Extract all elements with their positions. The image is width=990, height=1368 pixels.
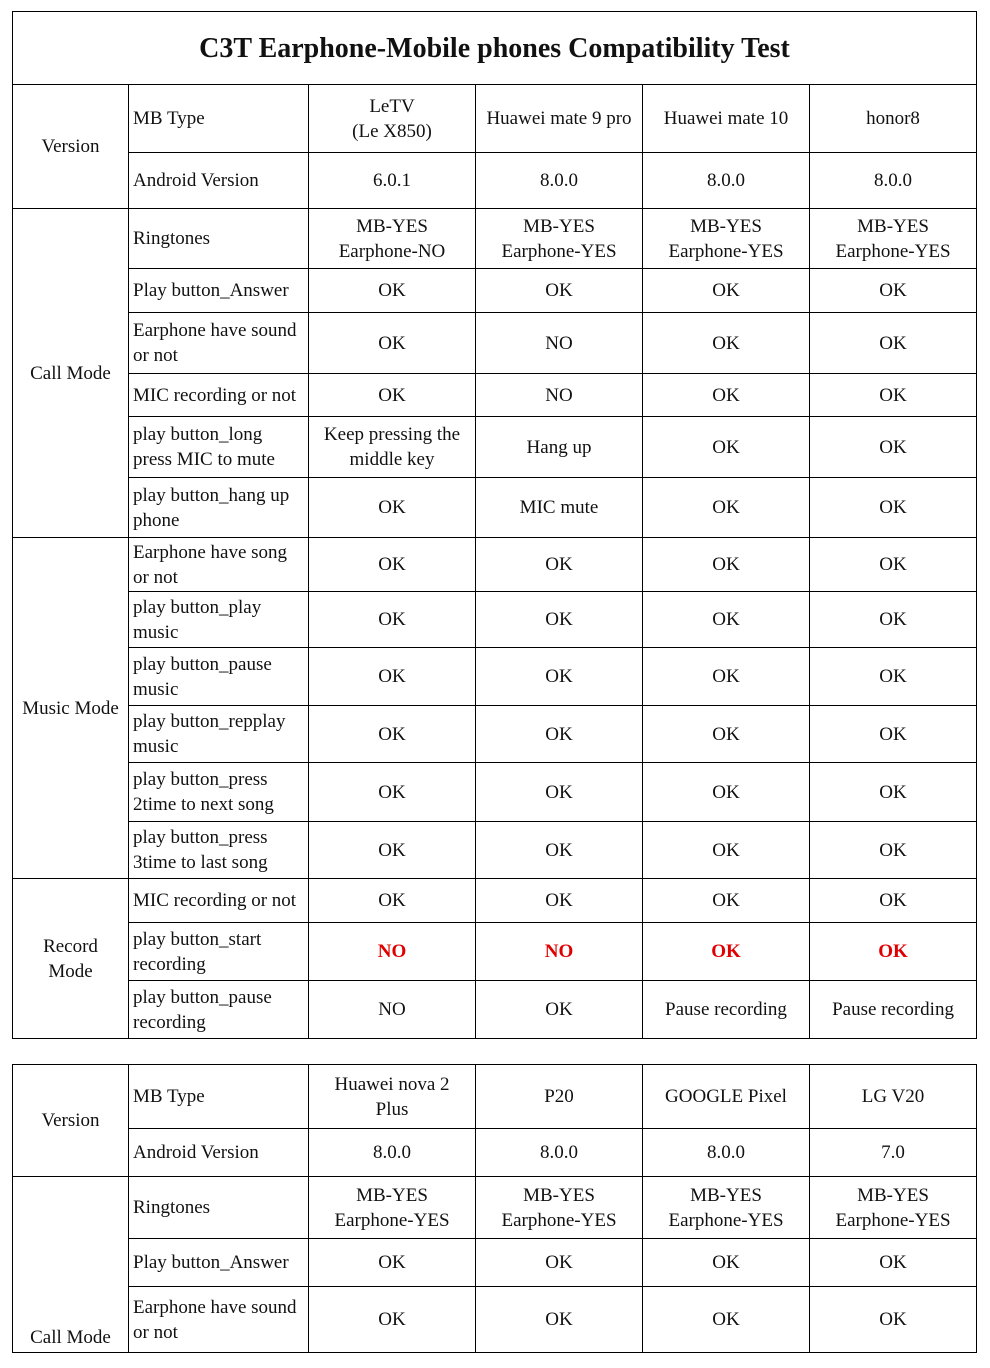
test-result: MB-YES Earphone-YES <box>643 1177 810 1239</box>
test-result: OK <box>476 1239 643 1287</box>
test-result: OK <box>309 763 476 822</box>
test-result: OK <box>643 1287 810 1353</box>
test-result: OK <box>643 313 810 374</box>
test-result: OK <box>810 269 977 313</box>
test-label: play button_pause recording <box>129 981 309 1039</box>
test-result: OK <box>476 981 643 1039</box>
test-result: OK <box>810 374 977 417</box>
test-result: OK <box>810 879 977 923</box>
test-label: MIC recording or not <box>129 879 309 923</box>
test-result: MB-YES Earphone-YES <box>309 1177 476 1239</box>
test-result: OK <box>643 648 810 706</box>
phone-header: Huawei nova 2 Plus <box>309 1065 476 1129</box>
phone-header: Huawei mate 9 pro <box>476 85 643 153</box>
test-result: MB-YES Earphone-YES <box>810 209 977 269</box>
test-result: OK <box>810 822 977 879</box>
phone-header: LG V20 <box>810 1065 977 1129</box>
phone-header: GOOGLE Pixel <box>643 1065 810 1129</box>
test-result: NO <box>476 374 643 417</box>
test-label: play button_long press MIC to mute <box>129 417 309 478</box>
test-result: OK <box>309 822 476 879</box>
test-result: OK <box>643 417 810 478</box>
test-result: NO <box>476 313 643 374</box>
compatibility-table-1 <box>12 11 977 1039</box>
test-result: OK <box>643 706 810 763</box>
test-result: OK <box>810 1287 977 1353</box>
record-mode-label: Record Mode <box>13 879 129 1039</box>
test-result: OK <box>810 417 977 478</box>
test-result: OK <box>309 648 476 706</box>
test-result: NO <box>309 981 476 1039</box>
mb-type-label: MB Type <box>129 85 309 153</box>
test-result: OK <box>643 879 810 923</box>
test-result: OK <box>476 538 643 592</box>
test-result: OK <box>810 1239 977 1287</box>
android-version-value: 6.0.1 <box>309 153 476 209</box>
android-version-value: 7.0 <box>810 1129 977 1177</box>
test-result: OK <box>643 822 810 879</box>
call-mode-label: Call Mode <box>13 209 129 538</box>
test-label: play button_press 3time to last song <box>129 822 309 879</box>
mb-type-label: MB Type <box>129 1065 309 1129</box>
test-result: OK <box>476 1287 643 1353</box>
test-result: MB-YES Earphone-NO <box>309 209 476 269</box>
test-result: Pause recording <box>810 981 977 1039</box>
test-result: MB-YES Earphone-YES <box>476 1177 643 1239</box>
phone-header: Huawei mate 10 <box>643 85 810 153</box>
test-label: play button_repplay music <box>129 706 309 763</box>
test-result: MB-YES Earphone-YES <box>476 209 643 269</box>
test-result: OK <box>476 269 643 313</box>
android-version-value: 8.0.0 <box>476 153 643 209</box>
android-version-label: Android Version <box>129 153 309 209</box>
test-result: OK <box>810 763 977 822</box>
android-version-value: 8.0.0 <box>309 1129 476 1177</box>
test-result: OK <box>810 538 977 592</box>
page-title: C3T Earphone-Mobile phones Compatibility Test <box>13 12 977 85</box>
test-result: OK <box>810 648 977 706</box>
test-result: OK <box>476 822 643 879</box>
test-result: OK <box>309 706 476 763</box>
test-result: OK <box>476 763 643 822</box>
test-result: MB-YES Earphone-YES <box>643 209 810 269</box>
test-result: OK <box>476 592 643 648</box>
version-label: Version <box>13 85 129 209</box>
test-result: MIC mute <box>476 478 643 538</box>
test-result: Hang up <box>476 417 643 478</box>
test-result: Pause recording <box>643 981 810 1039</box>
version-label: Version <box>13 1065 129 1177</box>
test-label: Play button_Answer <box>129 1239 309 1287</box>
test-result: OK <box>309 1287 476 1353</box>
test-result-highlighted: OK <box>643 923 810 981</box>
test-result-highlighted: OK <box>810 923 977 981</box>
test-result: OK <box>643 374 810 417</box>
test-result: OK <box>476 706 643 763</box>
test-label: Play button_Answer <box>129 269 309 313</box>
test-label: play button_pause music <box>129 648 309 706</box>
test-label: play button_press 2time to next song <box>129 763 309 822</box>
test-result: OK <box>810 313 977 374</box>
test-result: MB-YES Earphone-YES <box>810 1177 977 1239</box>
test-result: OK <box>309 313 476 374</box>
test-label: play button_start recording <box>129 923 309 981</box>
test-result: OK <box>476 648 643 706</box>
android-version-value: 8.0.0 <box>810 153 977 209</box>
test-result: OK <box>643 478 810 538</box>
test-label: Earphone have sound or not <box>129 1287 309 1353</box>
android-version-value: 8.0.0 <box>643 1129 810 1177</box>
test-result: OK <box>643 763 810 822</box>
android-version-value: 8.0.0 <box>643 153 810 209</box>
test-result: OK <box>476 879 643 923</box>
test-result: OK <box>643 592 810 648</box>
compatibility-table-2 <box>12 1064 977 1353</box>
test-result: OK <box>309 879 476 923</box>
test-label: Ringtones <box>129 209 309 269</box>
test-label: play button_play music <box>129 592 309 648</box>
test-result: OK <box>309 269 476 313</box>
test-result-highlighted: NO <box>476 923 643 981</box>
test-result: OK <box>309 478 476 538</box>
test-result: OK <box>810 478 977 538</box>
android-version-value: 8.0.0 <box>476 1129 643 1177</box>
android-version-label: Android Version <box>129 1129 309 1177</box>
test-label: Earphone have sound or not <box>129 313 309 374</box>
test-result: OK <box>309 374 476 417</box>
test-label: play button_hang up phone <box>129 478 309 538</box>
test-result: OK <box>309 538 476 592</box>
test-label: Ringtones <box>129 1177 309 1239</box>
test-result: OK <box>810 706 977 763</box>
test-result: OK <box>643 269 810 313</box>
test-label: MIC recording or not <box>129 374 309 417</box>
test-result: Keep pressing the middle key <box>309 417 476 478</box>
call-mode-label: Call Mode <box>13 1177 129 1353</box>
test-label: Earphone have song or not <box>129 538 309 592</box>
phone-header: P20 <box>476 1065 643 1129</box>
test-result: OK <box>309 1239 476 1287</box>
music-mode-label: Music Mode <box>13 538 129 879</box>
test-result: OK <box>810 592 977 648</box>
test-result-highlighted: NO <box>309 923 476 981</box>
phone-header: LeTV (Le X850) <box>309 85 476 153</box>
test-result: OK <box>309 592 476 648</box>
test-result: OK <box>643 1239 810 1287</box>
phone-header: honor8 <box>810 85 977 153</box>
test-result: OK <box>643 538 810 592</box>
